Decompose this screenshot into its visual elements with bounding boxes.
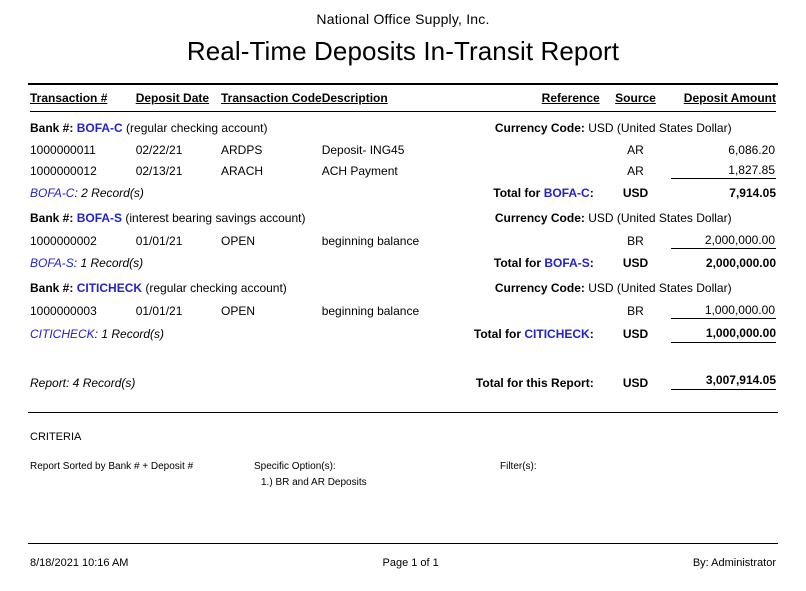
report-total-currency: USD (622, 375, 649, 390)
criteria-body (30, 461, 776, 503)
bank-prefix-label: Bank #: (30, 211, 74, 225)
bank-description: (regular checking account) (126, 121, 268, 135)
column-header-reference: Reference (541, 91, 600, 105)
total-for-code: BOFA-S (544, 256, 590, 270)
group-record-count: 1 Record(s) (80, 256, 144, 270)
cell-source: AR (627, 143, 644, 157)
criteria-section (30, 431, 776, 503)
column-header-deposit-date: Deposit Date (135, 91, 210, 105)
report-total-amount: 3,007,914.05 (671, 343, 776, 390)
specific-options-value: 1.) BR and AR Deposits (261, 477, 367, 488)
bank-code: BOFA-C (76, 121, 123, 135)
bank-description: (regular checking account) (145, 281, 287, 295)
footer-author: By: Administrator (692, 557, 776, 569)
group-record-count: 2 Record(s) (81, 186, 144, 200)
group-record-count: 1 Record(s) (101, 326, 165, 341)
criteria-specific-options (254, 461, 367, 488)
cell-source: BR (627, 303, 644, 318)
page-title: Real-Time Deposits In-Transit Report (186, 36, 620, 66)
currency-code-value: USD (United States Dollar) (588, 211, 732, 225)
group-code-label: BOFA-S (30, 256, 74, 270)
report-total-label: Total for this Report: (475, 375, 594, 390)
bank-subtotal-row: BOFA-S: 1 Record(s) Total for BOFA-S: USD 2,000,000.00 (30, 249, 776, 273)
cell-transaction: 1000000012 (30, 163, 97, 178)
cell-reference (495, 158, 600, 179)
subtotal-amount: 7,914.05 (671, 179, 776, 203)
cell-description: Deposit- ING45 (321, 143, 405, 157)
subtotal-amount: 2,000,000.00 (671, 249, 776, 273)
bank-code: BOFA-S (76, 211, 123, 225)
total-for-label: Total for (473, 326, 522, 341)
cell-deposit-date: 01/01/21 (135, 303, 183, 318)
cell-deposit-amount: 2,000,000.00 (704, 233, 775, 247)
subtotal-currency: USD (622, 186, 649, 200)
column-header-transaction-code: Transaction Code (221, 91, 322, 105)
criteria-divider (28, 412, 778, 413)
report-total-row (30, 343, 776, 390)
total-for-label: Total for (493, 186, 541, 200)
cell-deposit-date: 01/01/21 (135, 233, 183, 248)
subtotal-currency: USD (622, 256, 649, 270)
footer-divider (28, 543, 778, 544)
table-row (30, 298, 776, 319)
cell-reference (495, 228, 600, 249)
criteria-filters-label: Filter(s): (500, 461, 537, 472)
cell-transaction-code: OPEN (221, 233, 256, 248)
footer-timestamp: 8/18/2021 10:16 AM (30, 557, 129, 569)
cell-deposit-amount: 1,827.85 (728, 163, 775, 177)
cell-transaction: 1000000003 (30, 303, 97, 318)
column-header-transaction: Transaction # (30, 91, 108, 105)
report-content (30, 85, 776, 390)
table-row (30, 228, 776, 249)
cell-deposit-amount: 1,000,000.00 (704, 303, 775, 317)
cell-reference (495, 298, 600, 319)
total-for-label: Total for (493, 256, 542, 270)
currency-code-value: USD (United States Dollar) (588, 121, 732, 135)
company-name: National Office Supply, Inc. (316, 11, 490, 27)
bank-group-header (30, 112, 776, 139)
total-for-code: CITICHECK (524, 326, 590, 341)
footer-page-number: Page 1 of 1 (382, 557, 439, 569)
specific-options-label: Specific Option(s): (254, 461, 336, 472)
currency-code-label: Currency Code: (494, 121, 585, 135)
report-page (0, 11, 806, 591)
currency-code-label: Currency Code: (494, 211, 585, 225)
bank-group-header (30, 272, 776, 298)
page-footer (30, 557, 776, 569)
criteria-sort-text: Report Sorted by Bank # + Deposit # (30, 461, 194, 472)
cell-description: beginning balance (321, 233, 420, 248)
group-code-label: CITICHECK (30, 326, 95, 341)
table-row (30, 158, 776, 179)
bank-subtotal-row: BOFA-C: 2 Record(s) Total for BOFA-C: USD 7,914.05 (30, 179, 776, 203)
bank-prefix-label: Bank #: (30, 281, 74, 295)
bank-prefix-label: Bank #: (30, 121, 74, 135)
column-header-description: Description (321, 91, 388, 105)
cell-deposit-date: 02/13/21 (135, 163, 183, 178)
cell-description: ACH Payment (321, 163, 398, 178)
group-code-label: BOFA-C (30, 186, 75, 200)
cell-transaction: 1000000002 (30, 233, 97, 248)
cell-transaction-code: OPEN (221, 303, 256, 318)
cell-deposit-amount: 6,086.20 (728, 143, 775, 157)
subtotal-currency: USD (622, 326, 649, 341)
bank-group-header (30, 202, 776, 228)
cell-transaction-code: ARACH (221, 163, 264, 178)
table-row (30, 138, 776, 158)
deposits-table (30, 85, 776, 390)
bank-code: CITICHECK (76, 281, 143, 295)
cell-description: beginning balance (321, 303, 420, 318)
cell-transaction: 1000000011 (30, 143, 96, 157)
cell-reference (495, 138, 600, 158)
report-record-count: Report: 4 Record(s) (30, 375, 136, 390)
column-header-deposit-amount: Deposit Amount (683, 91, 776, 105)
cell-deposit-date: 02/22/21 (135, 143, 183, 157)
subtotal-amount: 1,000,000.00 (671, 319, 776, 343)
bank-subtotal-row: CITICHECK: 1 Record(s) Total for CITICHECK: USD 1,000,000.00 (30, 319, 776, 343)
cell-transaction-code: ARDPS (221, 143, 263, 157)
column-header-source: Source (615, 91, 656, 105)
cell-source: AR (627, 163, 644, 178)
currency-code-value: USD (United States Dollar) (588, 281, 732, 295)
total-for-code: BOFA-C (543, 186, 590, 200)
bank-description: (interest bearing savings account) (125, 211, 306, 225)
currency-code-label: Currency Code: (494, 281, 585, 295)
cell-source: BR (627, 233, 644, 248)
criteria-heading: CRITERIA (30, 431, 82, 443)
table-header-row (30, 85, 776, 110)
